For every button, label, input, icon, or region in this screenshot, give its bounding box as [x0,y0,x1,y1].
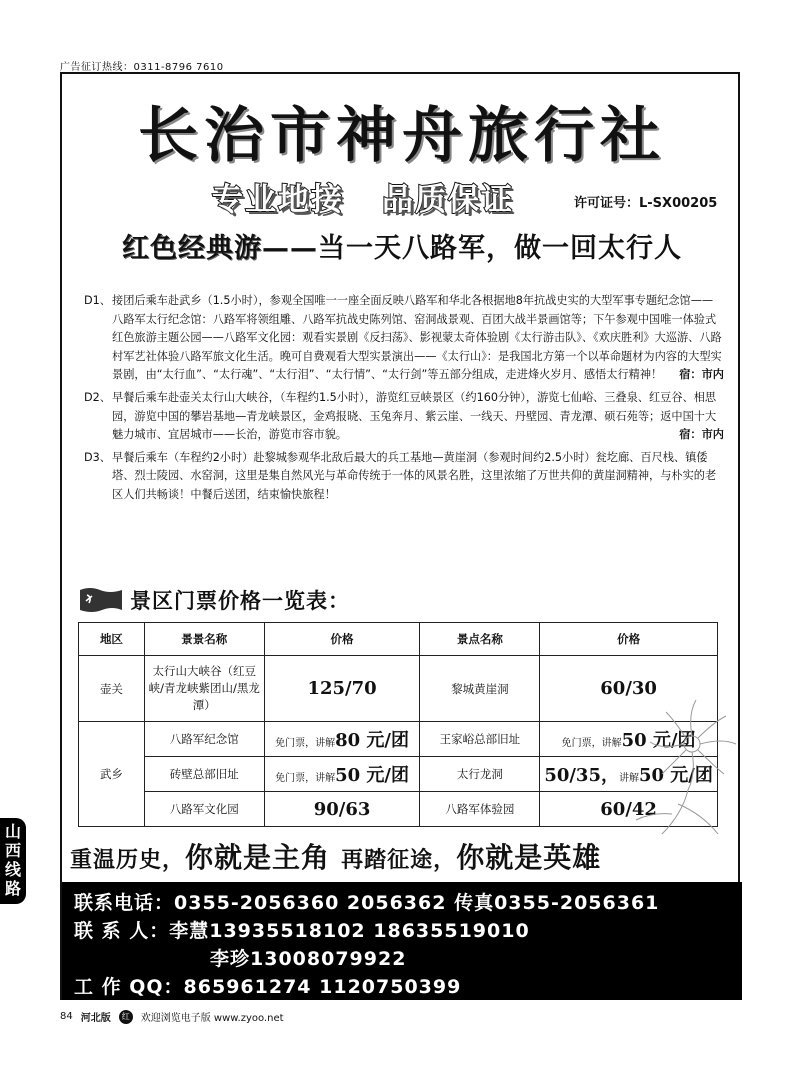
contact-phone: 联系电话：0355-2056360 2056362 传真0355-2056361 [74,892,660,914]
itinerary [84,292,724,509]
day-label: D2、 [84,390,111,404]
slogan [212,174,552,219]
itinerary-day [84,292,724,385]
scenic-name: 砖壁总部旧址 [144,757,264,792]
price-cell: 60/42 [540,792,718,827]
motto [70,836,742,876]
table-header-row [79,623,718,656]
price-note: 讲解 [618,773,639,784]
red-tour-heading [62,226,742,265]
price-value: 80 元/团 [335,730,409,751]
agency-name: 长治市神舟旅行社 [138,101,666,171]
scenic-name: 太行龙洞 [420,757,540,792]
day-label: D1、 [84,294,111,307]
scenic-name: 八路军文化园 [144,792,264,827]
price-cell [264,757,420,792]
col-header: 景景名称 [144,623,264,656]
day-stay: 宿：市内 [679,428,724,442]
day-text: 接团后乘车赴武乡（1.5小时），参观全国唯一一座全面反映八路军和华北各根据地8年抗战史实的大型军事专题纪念馆——八路军太行纪念馆：八路军将领组雕、八路军抗战史陈列馆、窑洞战景观、百团大战半景画馆等；下午参观中国唯一体验式红色旅游主题公园——八路军文化园：观看实景剧《反扫荡》、影视蒙太奇体验剧《太行游击队》、《欢庆胜利》大巡游、八路村军艺社体验八路军旅文化生活。晚可自费观看大型实景演出——《太行山》：是我国北方第一个以革命题材为内容的大型实景剧，由“太行血”、“太行魂”、“太行泪”、“太行情”、“太行剑”等五部分组成，走进烽火岁月、感悟太行精神！ [112,294,722,382]
scenic-name: 王家峪总部旧址 [420,722,540,757]
license-number: 许可证号：L-SX00205 [574,196,718,211]
contact-person: 联 系 人：李慧13935518102 18635519010 [74,920,530,942]
scenic-name: 太行山大峡谷（红豆峡/青龙峡紫团山/黑龙潭） [144,656,264,722]
ticket-heading-text: 景区门票价格一览表： [130,589,350,613]
price-value: 50 元/团 [621,730,696,751]
col-header: 景点名称 [420,623,540,656]
side-tab-char: 线 [4,860,21,879]
page-footer [60,1009,284,1024]
region-cell: 武乡 [79,722,145,827]
logo-icon: 红 [119,1010,133,1024]
red-tour-dash: —— [262,233,318,264]
edition-label: 河北版 [80,1013,111,1024]
red-tour-tagline: 当一天八路军，做一回太行人 [318,233,682,264]
day-stay: 宿：市内 [679,368,724,382]
contact-block [62,882,742,1000]
itinerary-day [84,389,724,445]
advertisement [60,72,740,1000]
party-flag-icon [78,586,124,614]
slogan-left: 专业地接 [212,182,344,218]
footer-welcome: 欢迎浏览电子版 www.zyoo.net [140,1013,284,1024]
motto-part: 你就是主角 [185,841,331,874]
col-header: 价格 [540,623,718,656]
region-cell: 壶关 [79,656,145,722]
side-tab-char: 路 [4,879,21,898]
itinerary-day [84,449,724,505]
motto-part: 重温历史， [70,848,186,873]
motto-part: 再踏征途， [341,848,457,873]
red-tour-label: 红色经典游 [122,233,262,264]
price-note: 免门票，讲解 [275,773,336,784]
scenic-name: 八路军体验园 [420,792,540,827]
price-value: 50 元/团 [335,765,409,786]
day-label: D3、 [84,450,111,464]
day-text: 早餐后乘车赴壶关太行山大峡谷，（车程约1.5小时），游览红豆峡景区（约160分钟），游览七仙峪、三叠泉、红豆谷、相思园，游览中国的攀岩基地—青龙峡景区，金鸡报晓、玉兔奔月、紫云崖、一线天、丹壁园、青龙潭、硕石苑等；返中国十大魅力城市、宜居城市——长治，游览市容市貌。 [112,390,717,442]
contact-qq: 工 作 QQ：865961274 1120750399 [74,976,462,998]
scenic-name: 八路军纪念馆 [144,722,264,757]
flower-decoration-icon [622,694,742,844]
scenic-name: 黎城黄崖洞 [420,656,540,722]
side-tab-char: 西 [4,841,21,860]
col-header: 地区 [79,623,145,656]
ad-hotline: 广告征订热线：0311-8796 7610 [60,62,224,73]
contact-person-2: 李珍13008079922 [210,948,407,970]
price-value: 50/35， [544,765,619,786]
price-cell: 60/30 [540,656,718,722]
day-text: 早餐后乘车（车程约2小时）赴黎城参观华北敌后最大的兵工基地—黄崖洞（参观时间约2.5小时）瓮圪廊、百尺栈、镇倭塔、烈士陵园、水窑洞，这里是集自然风光与革命传统于一体的风景名胜，这里浓缩了万世共仰的黄崖洞精神，与朴实的老区人们共畅谈！中餐后送团，结束愉快旅程！ [112,450,717,501]
motto-part: 你就是英雄 [456,841,602,874]
price-cell: 90/63 [264,792,420,827]
price-cell: 125/70 [264,656,420,722]
price-note: 免门票，讲解 [275,738,336,749]
price-value: 50 元/团 [638,765,713,786]
price-note: 免门票，讲解 [561,738,622,749]
col-header: 价格 [264,623,420,656]
side-tab [0,818,26,904]
slogan-right: 品质保证 [382,182,514,218]
page-number: 84 [60,1011,73,1022]
side-tab-char: 山 [4,822,21,841]
ticket-heading [78,584,350,616]
price-cell [264,722,420,757]
